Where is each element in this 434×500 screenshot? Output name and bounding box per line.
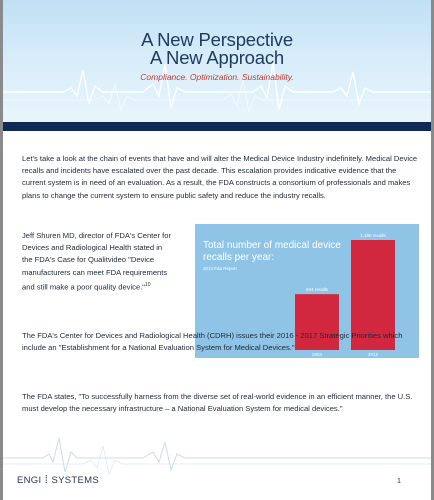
footer-heartbeat-graphic	[3, 428, 431, 478]
quote-text: "Device manufacturers can meet FDA requirements and still make a poor quality device."	[22, 255, 168, 292]
category-label-2003: 2003	[311, 352, 323, 357]
logo-divider-icon: ⁞	[41, 474, 52, 486]
company-logo	[17, 474, 99, 486]
quote-paragraph	[22, 230, 172, 294]
data-label-2012: 1,190 recalls	[360, 233, 386, 238]
chart-title-line1: Total number of medical device	[203, 240, 341, 251]
chart-subtitle: 2014 Fda Report	[203, 266, 237, 271]
cdrh-paragraph: The FDA's Center for Devices and Radiological Health (CDRH) issues their 2016 - 2017 Strategic Priorities which include an "Establishment for a National Evaluation System for Medical Devices."	[22, 331, 403, 353]
logo-right-text: SYSTEMS	[51, 475, 100, 486]
page-number: 1	[396, 476, 401, 485]
header-divider-bar	[3, 122, 431, 131]
chart-title-line2: recalls per year:	[203, 252, 275, 263]
logo-left-text: ENGI	[17, 475, 42, 486]
category-label-2012: 2012	[367, 352, 379, 357]
intro-paragraph: Let's take a look at the chain of events that have and will alter the Medical Device Industry indefinitely. Medical Device recalls and incidents have escalated over the past decade. This escalation provides indicative evidence that the current system is in need of an evaluation. As a result, the FDA constructs a consortium of professionals and makes plans to change the current system to ensure public safety and reduce the industry recalls.	[22, 154, 418, 200]
tagline: Compliance. Optimization. Sustainability.	[140, 72, 294, 82]
header-banner	[3, 0, 431, 122]
data-label-2003: 604 recalls	[306, 287, 328, 293]
fda-statement-paragraph: The FDA states, "To successfully harness from the diverse set of real-world evidence in an efficient manner, the U.S. must develop the necessary infrastructure – a National Evaluation System for medical devices."	[22, 392, 413, 414]
page-title-line1: A New Perspective	[141, 29, 293, 50]
page-title-line2: A New Approach	[150, 47, 284, 68]
quote-intro: Jeff Shuren MD, director of FDA's Center for Devices and Radiological Health stated in the FDA's Case for Qualitvideo	[22, 231, 172, 265]
quote-reference: 10	[145, 281, 151, 288]
document-page	[3, 0, 431, 500]
